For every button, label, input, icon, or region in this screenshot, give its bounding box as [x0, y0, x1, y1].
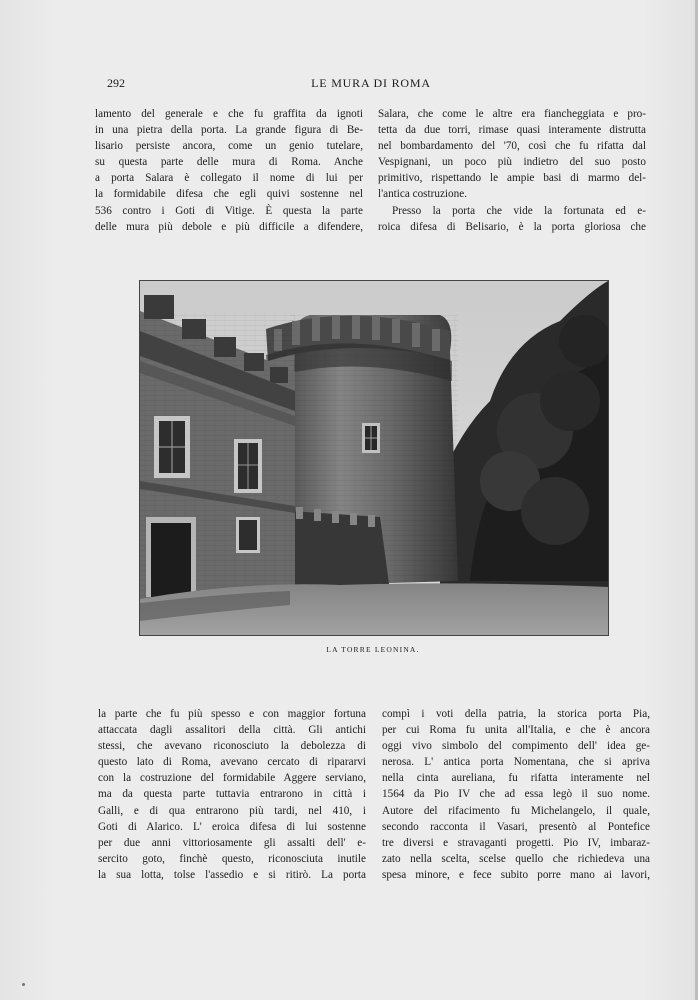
- text-line: nella cinta aureliana, fu rifatta interamente nel: [382, 772, 650, 785]
- text-line: in una pietra della porta. La grande figura di Be-: [95, 124, 363, 137]
- text-line: zato nella scelta, scelse quello che richiedeva una: [382, 852, 650, 865]
- text-line: spesa minore, e fece subito porre mano ai lavori,: [382, 868, 650, 881]
- text-line: nel bombardamento del '70, così che fu rifatta dal: [378, 140, 646, 153]
- text-line: Galli, e di qua entrarono più tardi, nel 410, i: [98, 804, 366, 817]
- text-line: per cui Roma fu unita all'Italia, e che è ancora: [382, 724, 650, 737]
- running-title: LE MURA DI ROMA: [311, 76, 431, 90]
- text-line: attaccata dagli assalitori della città. Gli antichi: [98, 724, 366, 737]
- text-line: con la costruzione del formidabile Aggere serviano,: [98, 772, 366, 785]
- text-line: lisario persiste ancora, come un genio tutelare,: [95, 140, 363, 153]
- text-line: Vespignani, un poco più indietro del suo posto: [378, 156, 646, 169]
- text-line: Autore del rifacimento fu Michelangelo, il quale,: [382, 804, 650, 817]
- text-line: ma da questa parte tuttavia entrarono in città i: [98, 788, 366, 801]
- paragraph: [95, 106, 363, 235]
- text-line: Goti di Alarico. L' eroica difesa di lui sostenne: [98, 820, 366, 833]
- text-column-bottom-right: [382, 706, 650, 883]
- text-line: secondo racconta il Vasari, presentò al Pontefice: [382, 820, 650, 833]
- paragraph: [378, 203, 646, 235]
- text-line: tetta da due torri, rimase quasi interamente distrutta: [378, 124, 646, 137]
- text-line: nerosa. L' antica porta Nomentana, che si apriva: [382, 756, 650, 769]
- text-line: oggi vivo simbolo del compimento dell' idea ge-: [382, 740, 650, 753]
- text-line: sercito goto, finchè questo, riconosciuta inutile: [98, 852, 366, 865]
- text-line: la parte che fu più spesso e con maggior fortuna: [98, 708, 366, 720]
- text-line: roica difesa di Belisario, è la porta gloriosa che: [378, 220, 646, 233]
- figure-caption: LA TORRE LEONINA.: [326, 645, 420, 654]
- text-line: stessi, che avevano riconosciuto la debolezza di: [98, 740, 366, 753]
- text-column-bottom-left: [98, 706, 366, 883]
- text-line: per due anni vittoriosamente gli assalti dell' e-: [98, 836, 366, 849]
- text-line: Salara, che come le altre era fiancheggiata e pro-: [378, 108, 646, 120]
- text-line: 1564 da Pio IV che ad essa legò il suo nome.: [382, 788, 650, 801]
- photo-torre-leonina: [140, 281, 608, 635]
- tower-photograph: [139, 280, 609, 636]
- text-line: delle mura più debole e più difficile a difendere,: [95, 220, 363, 233]
- text-column-top-left: [95, 106, 363, 235]
- text-column-top-right: [378, 106, 646, 235]
- text-line: Presso la porta che vide la fortunata ed e-: [392, 204, 646, 217]
- paper-speck: [22, 983, 25, 986]
- page-number: 292: [107, 76, 125, 90]
- text-line: a porta Salara è collegato il nome di lui per: [95, 172, 363, 185]
- text-line: la sua lotta, tolse l'assedio e si ritirò. La porta: [98, 868, 366, 881]
- text-line: compì i voti della patria, la storica porta Pia,: [382, 708, 650, 720]
- paragraph: [98, 706, 366, 883]
- text-line: su questa parte delle mura di Roma. Anche: [95, 156, 363, 169]
- text-line: lamento del generale e che fu graffita da ignoti: [95, 108, 363, 120]
- text-line: 536 contro i Goti di Vitige. È questa la parte: [95, 204, 363, 217]
- text-line: tre diversi e stravaganti progetti. Pio IV, imbaraz-: [382, 836, 650, 849]
- text-line: primitivo, rispettando le ampie basi di marmo del-: [378, 172, 646, 185]
- text-line: l'antica costruzione.: [378, 188, 467, 201]
- text-line: la formidabile difesa che egli quivi sostenne nel: [95, 188, 363, 201]
- text-line: questo lato di Roma, avevano cercato di ripararvi: [98, 756, 366, 769]
- paragraph: [378, 106, 646, 203]
- paragraph: [382, 706, 650, 883]
- running-header: [95, 76, 647, 92]
